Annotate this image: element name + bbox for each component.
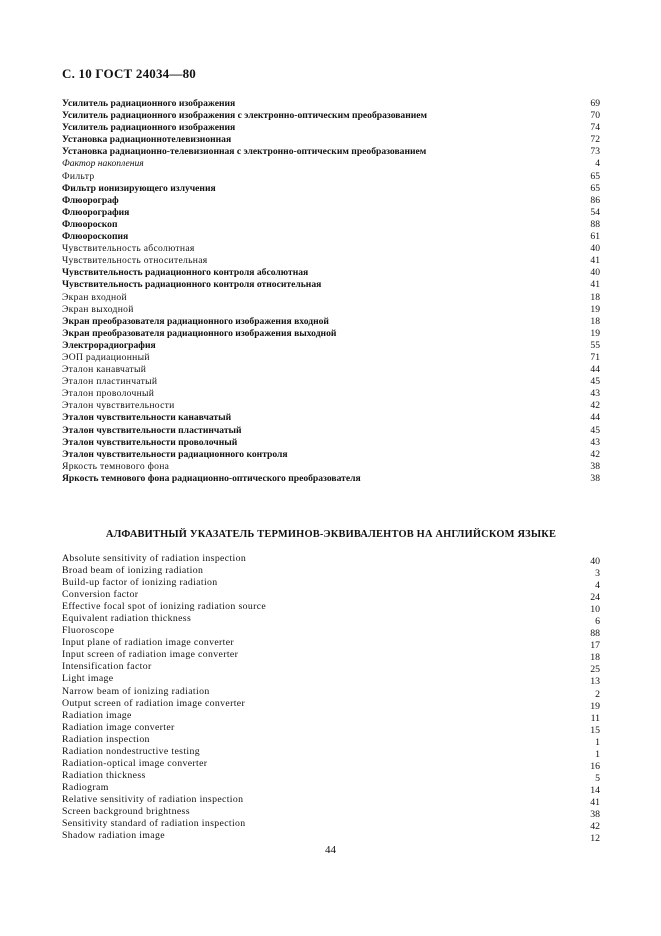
index-entry <box>62 255 600 267</box>
index-page-ref: 43 <box>590 388 600 400</box>
index-page-ref: 15 <box>590 724 600 736</box>
index-term: Broad beam of ionizing radiation <box>62 565 204 577</box>
index-entry <box>62 782 600 794</box>
index-entry <box>62 613 600 628</box>
index-term: Light image <box>62 673 114 685</box>
index-page-ref: 6 <box>595 616 600 628</box>
index-entry <box>62 243 600 255</box>
index-term: Radiation image <box>62 709 132 721</box>
index-term: Absolute sensitivity of radiation inspection <box>62 553 247 564</box>
index-page-ref: 4 <box>595 158 600 170</box>
index-page-ref: 88 <box>590 218 600 230</box>
index-term: Фильтр <box>62 170 95 182</box>
index-entry <box>62 437 600 449</box>
index-page-ref: 17 <box>590 640 600 652</box>
index-entry <box>62 770 600 782</box>
index-term: Экран преобразователя радиационного изображения входной <box>62 315 329 327</box>
index-page-ref: 42 <box>590 821 600 833</box>
page-header: С. 10 ГОСТ 24034—80 <box>62 66 196 81</box>
index-page-ref: 71 <box>590 351 600 363</box>
index-entry <box>62 449 600 461</box>
index-entry <box>62 388 600 400</box>
index-term: Build-up factor of ionizing radiation <box>62 577 218 589</box>
index-page-ref: 41 <box>590 279 600 291</box>
index-entry <box>62 601 600 616</box>
index-term: Input plane of radiation image converter <box>62 637 235 649</box>
index-entry <box>62 625 600 640</box>
index-term: Эталон канавчатый <box>62 364 147 376</box>
index-entry <box>62 279 600 291</box>
index-page-ref: 19 <box>590 700 600 712</box>
index-page-ref: 38 <box>590 460 600 472</box>
index-page-ref: 42 <box>590 400 600 412</box>
index-page-ref: 19 <box>590 327 600 339</box>
index-page-ref: 65 <box>590 170 600 182</box>
index-term: Флюороскопия <box>62 231 129 243</box>
index-entry <box>62 158 600 170</box>
index-entry <box>62 183 600 195</box>
index-term: Conversion factor <box>62 589 139 601</box>
index-entry <box>62 661 600 676</box>
index-page-ref: 5 <box>595 772 600 784</box>
index-term: Яркость темнового фона радиационно-оптического преобразователя <box>62 472 361 484</box>
index-term: Яркость темнового фона <box>62 460 170 472</box>
index-term: Screen background brightness <box>62 805 190 817</box>
page-number: 44 <box>325 844 336 856</box>
index-term: Эталон проволочный <box>62 388 155 400</box>
index-term: Effective focal spot of ionizing radiation source <box>62 601 267 613</box>
index-page-ref: 1 <box>595 748 600 760</box>
index-entry <box>62 304 600 316</box>
index-term: Экран входной <box>62 291 127 303</box>
index-entry <box>62 134 600 146</box>
index-entry <box>62 553 600 565</box>
index-entry <box>62 722 600 734</box>
index-page-ref: 11 <box>590 712 600 724</box>
index-term: Чувствительность радиационного контроля абсолютная <box>62 267 309 279</box>
index-page-ref: 45 <box>590 376 600 388</box>
index-term: Усилитель радиационного изображения <box>62 98 236 109</box>
index-entry <box>62 637 600 652</box>
index-entry <box>62 122 600 134</box>
index-entry <box>62 316 600 328</box>
index-page-ref: 44 <box>590 412 600 424</box>
index-term: ЭОП радиационный <box>62 351 150 363</box>
index-page-ref: 2 <box>595 688 600 700</box>
index-entry <box>62 698 600 710</box>
english-term-index <box>62 553 600 845</box>
index-page-ref: 41 <box>590 255 600 267</box>
index-page-ref: 43 <box>590 436 600 448</box>
index-term: Relative sensitivity of radiation inspection <box>62 793 244 805</box>
index-entry <box>62 686 600 698</box>
index-entry <box>62 219 600 231</box>
index-page-ref: 70 <box>590 110 600 122</box>
index-entry <box>62 376 600 388</box>
index-term: Фактор накопления <box>62 158 144 170</box>
index-page-ref: 13 <box>590 676 600 688</box>
index-entry <box>62 830 600 845</box>
index-page-ref: 19 <box>590 303 600 315</box>
index-term: Sensitivity standard of radiation inspection <box>62 818 246 830</box>
index-entry <box>62 425 600 437</box>
index-term: Чувствительность абсолютная <box>62 243 195 255</box>
index-term: Equivalent radiation thickness <box>62 613 192 625</box>
index-term: Эталон пластинчатый <box>62 376 158 388</box>
index-page-ref: 38 <box>590 808 600 820</box>
index-term: Флюороскоп <box>62 218 118 230</box>
index-term: Усилитель радиационного изображения с электронно-оптическим преобразованием <box>62 110 428 122</box>
index-term: Электрорадиография <box>62 339 156 351</box>
index-term: Radiation-optical image converter <box>62 757 208 769</box>
english-index-title: АЛФАВИТНЫЙ УКАЗАТЕЛЬ ТЕРМИНОВ-ЭКВИВАЛЕНТОВ НА АНГЛИЙСКОМ ЯЗЫКЕ <box>105 529 557 540</box>
index-page-ref: 45 <box>590 424 600 436</box>
index-entry <box>62 746 600 758</box>
index-page-ref: 14 <box>590 784 600 796</box>
index-term: Fluoroscope <box>62 625 115 637</box>
index-entry <box>62 412 600 424</box>
index-term: Эталон чувствительности проволочный <box>62 436 238 448</box>
index-entry <box>62 364 600 376</box>
index-page-ref: 72 <box>590 134 600 146</box>
index-term: Чувствительность относительная <box>62 255 208 267</box>
index-page-ref: 65 <box>590 182 600 194</box>
index-page-ref: 73 <box>590 146 600 158</box>
index-entry <box>62 195 600 207</box>
index-entry <box>62 292 600 304</box>
index-entry <box>62 267 600 279</box>
index-page-ref: 41 <box>590 796 600 808</box>
index-term: Input screen of radiation image converter <box>62 649 239 661</box>
index-page-ref: 44 <box>590 364 600 376</box>
index-entry <box>62 806 600 818</box>
index-term: Чувствительность радиационного контроля относительная <box>62 279 322 291</box>
index-term: Установка радиационнотелевизионная <box>62 134 232 146</box>
index-entry <box>62 231 600 243</box>
index-entry <box>62 565 600 580</box>
index-term: Radiation nondestructive testing <box>62 745 200 757</box>
index-term: Radiogram <box>62 781 109 793</box>
index-page-ref: 88 <box>590 628 600 640</box>
index-page-ref: 38 <box>590 472 600 484</box>
index-entry <box>62 673 600 688</box>
index-entry <box>62 473 600 485</box>
index-term: Radiation inspection <box>62 733 150 745</box>
index-term: Эталон чувствительности <box>62 400 175 412</box>
index-term: Эталон чувствительности пластинчатый <box>62 424 242 436</box>
index-entry <box>62 146 600 158</box>
index-term: Shadow radiation image <box>62 830 165 842</box>
index-entry <box>62 110 600 122</box>
index-entry <box>62 340 600 352</box>
index-entry <box>62 734 600 746</box>
index-entry <box>62 461 600 473</box>
index-page-ref: 18 <box>590 315 600 327</box>
index-term: Фильтр ионизирующего излучения <box>62 182 216 194</box>
index-page-ref: 25 <box>590 664 600 676</box>
index-entry <box>62 207 600 219</box>
index-page-ref: 18 <box>590 652 600 664</box>
index-entry <box>62 577 600 592</box>
index-page-ref: 40 <box>590 556 600 567</box>
index-entry <box>62 328 600 340</box>
index-term: Флюорография <box>62 206 130 218</box>
index-page-ref: 74 <box>590 122 600 134</box>
index-term: Экран преобразователя радиационного изображения выходной <box>62 327 337 339</box>
index-page-ref: 69 <box>590 98 600 109</box>
index-page-ref: 40 <box>590 243 600 255</box>
index-entry <box>62 710 600 722</box>
index-page-ref: 16 <box>590 760 600 772</box>
index-page-ref: 3 <box>595 568 600 580</box>
index-page-ref: 12 <box>590 833 600 845</box>
index-entry <box>62 98 600 110</box>
index-page-ref: 40 <box>590 267 600 279</box>
index-entry <box>62 352 600 364</box>
index-term: Усилитель радиационного изображения <box>62 122 236 134</box>
index-page-ref: 61 <box>590 231 600 243</box>
index-page-ref: 24 <box>590 592 600 604</box>
index-term: Экран выходной <box>62 303 134 315</box>
index-term: Эталон чувствительности канавчатый <box>62 412 232 424</box>
index-page-ref: 54 <box>590 206 600 218</box>
russian-term-index <box>62 98 600 485</box>
index-term: Output screen of radiation image converter <box>62 697 246 709</box>
index-page-ref: 86 <box>590 194 600 206</box>
index-entry <box>62 818 600 833</box>
index-page-ref: 18 <box>590 291 600 303</box>
index-page-ref: 10 <box>590 604 600 616</box>
index-term: Radiation thickness <box>62 769 146 781</box>
index-term: Radiation image converter <box>62 721 175 733</box>
index-term: Эталон чувствительности радиационного контроля <box>62 448 288 460</box>
index-entry <box>62 758 600 770</box>
index-entry <box>62 649 600 664</box>
index-entry <box>62 794 600 806</box>
index-page-ref: 1 <box>595 736 600 748</box>
index-term: Intensification factor <box>62 661 152 673</box>
index-entry <box>62 400 600 412</box>
index-term: Установка радиационно-телевизионная с электронно-оптическим преобразованием <box>62 146 427 158</box>
index-page-ref: 4 <box>595 580 600 592</box>
index-page-ref: 42 <box>590 448 600 460</box>
index-page-ref: 55 <box>590 339 600 351</box>
index-entry <box>62 589 600 604</box>
index-term: Флюорограф <box>62 194 119 206</box>
index-term: Narrow beam of ionizing radiation <box>62 685 210 697</box>
index-entry <box>62 171 600 183</box>
